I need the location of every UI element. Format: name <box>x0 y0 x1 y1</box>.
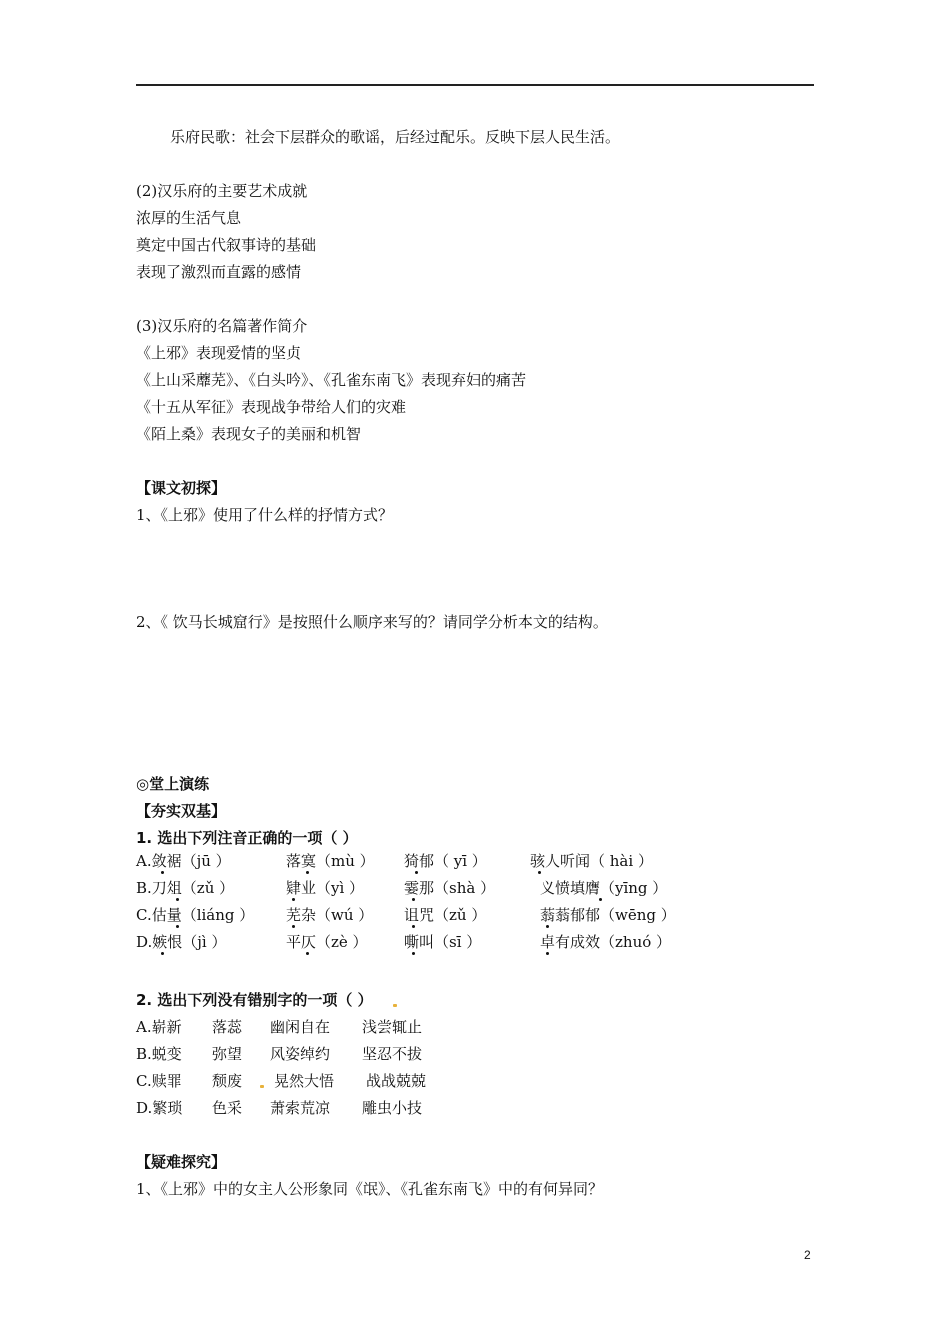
q2-option-a-1: A.崭新 <box>136 1018 182 1036</box>
q2-stem: 2. 选出下列没有错别字的一项（ ） <box>136 991 373 1009</box>
q1-option-a-4: 骇人听闻（ hài ） <box>530 852 653 870</box>
q1-option-b-3: 霎那（shà ） <box>404 879 496 897</box>
q2-option-b-4: 坚忍不拔 <box>362 1045 423 1063</box>
q2-option-d-3: 萧索荒凉 <box>270 1099 331 1117</box>
q1-option-d-4: 卓有成效（zhuó ） <box>540 933 672 951</box>
emphasis-dot <box>306 952 309 955</box>
q2-option-b-1: B.蜕变 <box>136 1045 182 1063</box>
section3-item: 《上邪》表现爱情的坚贞 <box>136 344 302 362</box>
q1-option-b-1: B.刀俎（zǔ ） <box>136 879 235 897</box>
q2-option-c-2: 颓废 <box>212 1072 243 1090</box>
tangshang-heading: ◎堂上演练 <box>136 775 210 793</box>
emphasis-dot <box>415 871 418 874</box>
section2-item: 浓厚的生活气息 <box>136 209 242 227</box>
section2-item: 奠定中国古代叙事诗的基础 <box>136 236 317 254</box>
emphasis-dot <box>292 898 295 901</box>
emphasis-dot <box>599 898 602 901</box>
q1-option-d-3: 嘶叫（sī ） <box>404 933 482 951</box>
q2-option-c-3: 晃然大悟 <box>274 1072 335 1090</box>
q2-option-b-3: 风姿绰约 <box>270 1045 331 1063</box>
emphasis-dot <box>306 871 309 874</box>
q1-option-d-2: 平仄（zè ） <box>286 933 368 951</box>
q1-option-c-2: 芜杂（wú ） <box>286 906 374 924</box>
section3-item: 《陌上桑》表现女子的美丽和机智 <box>136 425 362 443</box>
header-rule <box>136 84 814 86</box>
emphasis-dot <box>546 952 549 955</box>
emphasis-dot <box>546 925 549 928</box>
section3-heading: (3)汉乐府的名篇著作简介 <box>136 317 308 335</box>
q1-option-d-1: D.嫉恨（jì ） <box>136 933 227 951</box>
q2-option-a-4: 浅尝辄止 <box>362 1018 423 1036</box>
q2-option-a-2: 落蕊 <box>212 1018 243 1036</box>
section3-item: 《上山采蘼芜》、《白头吟》、《孔雀东南飞》表现弃妇的痛苦 <box>136 371 527 389</box>
emphasis-dot <box>412 952 415 955</box>
emphasis-dot <box>538 871 541 874</box>
q2-option-c-1: C.赎罪 <box>136 1072 182 1090</box>
highlight-mark <box>393 1004 397 1007</box>
section2-heading: (2)汉乐府的主要艺术成就 <box>136 182 308 200</box>
q2-option-d-2: 色采 <box>212 1099 243 1117</box>
emphasis-dot <box>161 952 164 955</box>
section2-item: 表现了激烈而直露的感情 <box>136 263 302 281</box>
emphasis-dot <box>176 898 179 901</box>
q1-option-c-4: 蓊蓊郁郁（wēng ） <box>540 906 676 924</box>
yinan-heading: 【疑难探究】 <box>136 1153 227 1171</box>
emphasis-dot <box>412 925 415 928</box>
emphasis-dot <box>412 898 415 901</box>
tangshang-subheading: 【夯实双基】 <box>136 802 227 820</box>
highlight-mark <box>260 1085 264 1088</box>
q1-option-c-1: C.估量（liáng ） <box>136 906 255 924</box>
kewen-question-2: 2、《 饮马长城窟行》是按照什么顺序来写的？请同学分析本文的结构。 <box>136 613 608 631</box>
emphasis-dot <box>292 925 295 928</box>
q2-option-a-3: 幽闲自在 <box>270 1018 331 1036</box>
q1-option-b-2: 肄业（yì ） <box>286 879 365 897</box>
kewen-question-1: 1、《上邪》使用了什么样的抒情方式？ <box>136 506 394 524</box>
q1-option-a-2: 落寞（mù ） <box>286 852 375 870</box>
q1-option-a-3: 猗郁（ yī ） <box>404 852 487 870</box>
emphasis-dot <box>176 925 179 928</box>
page-number: 2 <box>804 1248 811 1262</box>
intro-yuefu-minge: 乐府民歌：社会下层群众的歌谣，后经过配乐。反映下层人民生活。 <box>170 128 621 146</box>
kewen-heading: 【课文初探】 <box>136 479 227 497</box>
q2-option-d-1: D.繁琐 <box>136 1099 183 1117</box>
yinan-question-1: 1、《上邪》中的女主人公形象同《氓》、《孔雀东南飞》中的有何异同？ <box>136 1180 604 1198</box>
q1-stem: 1. 选出下列注音正确的一项（ ） <box>136 829 358 847</box>
q2-option-d-4: 雕虫小技 <box>362 1099 423 1117</box>
emphasis-dot <box>161 871 164 874</box>
q1-option-a-1: A.敛裾（jū ） <box>136 852 231 870</box>
section3-item: 《十五从军征》表现战争带给人们的灾难 <box>136 398 407 416</box>
q1-option-c-3: 诅咒（zǔ ） <box>404 906 487 924</box>
q2-option-b-2: 弥望 <box>212 1045 243 1063</box>
q1-option-b-4: 义愤填膺（yīng ） <box>540 879 668 897</box>
q2-option-c-4: 战战兢兢 <box>366 1072 427 1090</box>
